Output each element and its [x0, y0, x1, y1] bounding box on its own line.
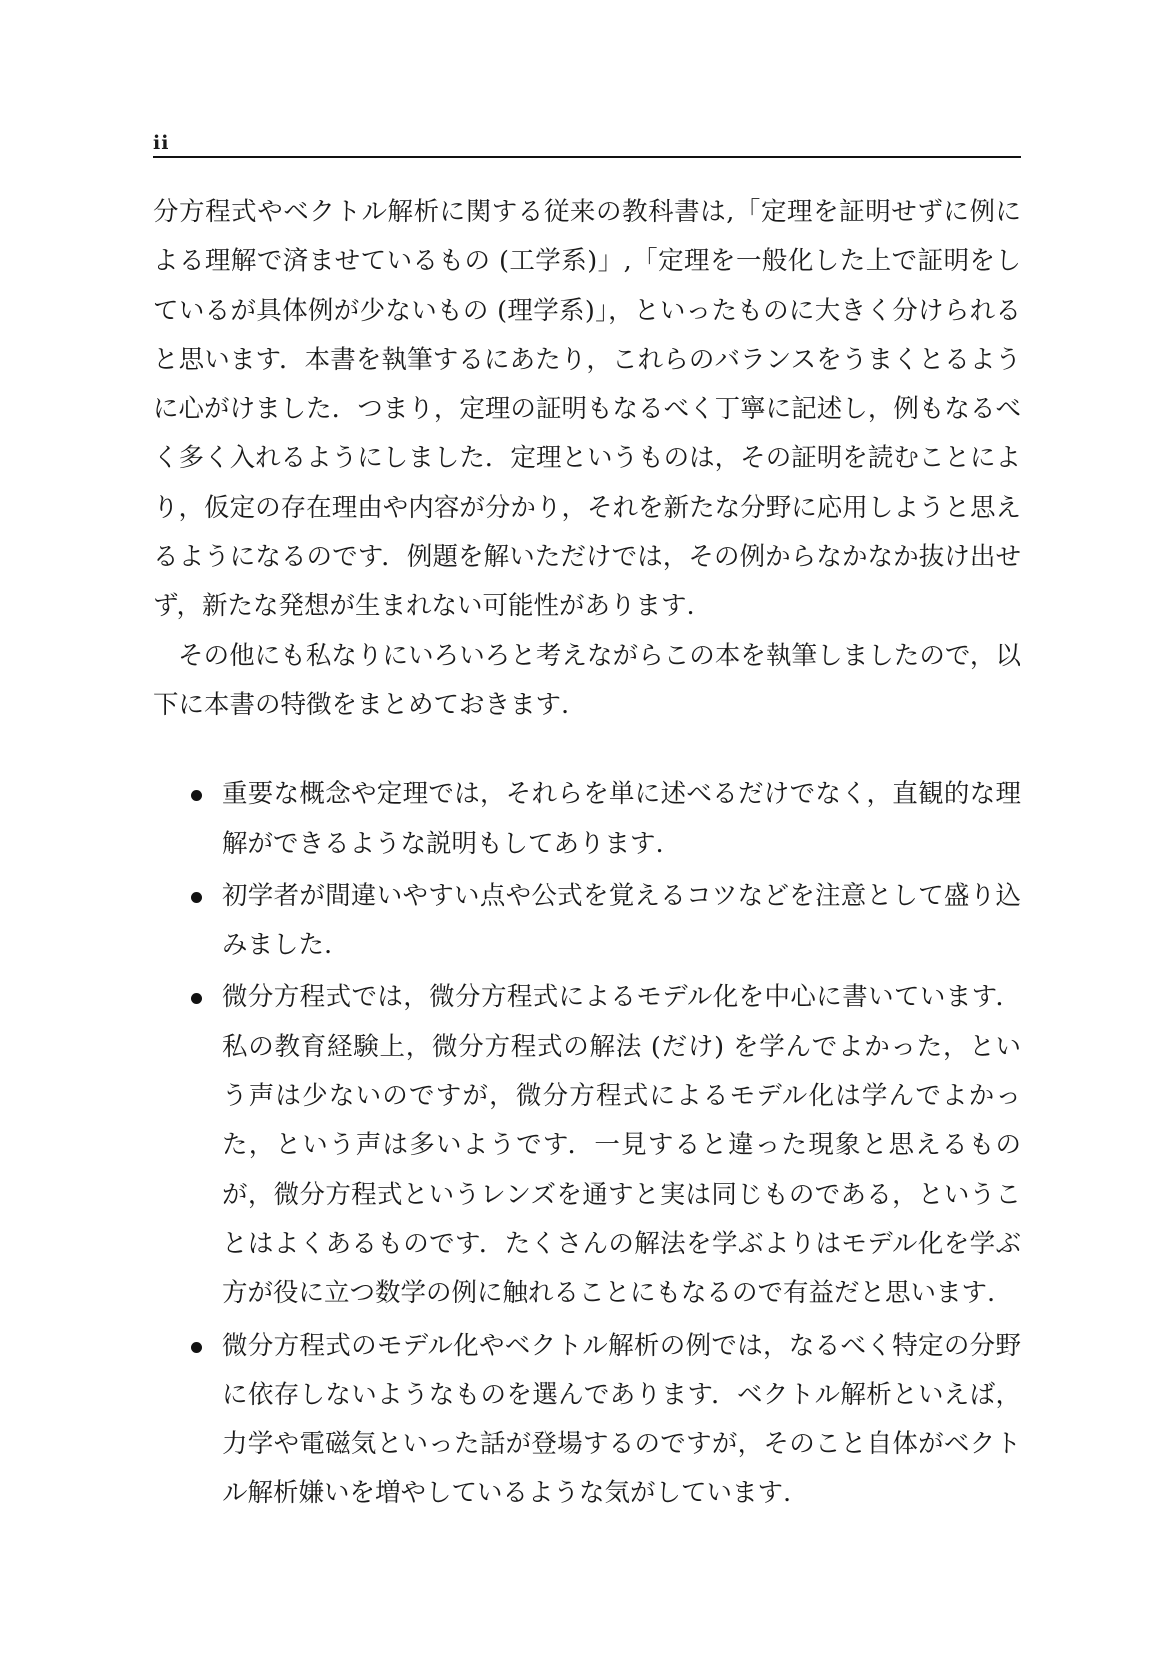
list-item-text: 微分方程式では，微分方程式によるモデル化を中心に書いています．私の教育経験上，微分方程式の解法 (だけ) を学んでよかった，という声は少ないのですが，微分方程式によるモデル化は学んでよかった，という声は多いようです．一見すると違った現象と思えるものが，微分方程式というレンズを通すと実は同じものである，ということはよくあるものです．たくさんの解法を学ぶよりはモデル化を学ぶ方が役に立つ数学の例に触れることにもなるので有益だと思います.	[222, 982, 1021, 1309]
list-item-text: 初学者が間違いやすい点や公式を覚えるコツなどを注意として盛り込みました.	[222, 880, 1021, 961]
bullet-icon	[191, 790, 202, 801]
list-item	[153, 1322, 1021, 1519]
list-item-text: 微分方程式のモデル化やベクトル解析の例では，なるべく特定の分野に依存しないようなものを選んであります．ベクトル解析といえば，力学や電磁気といった話が登場するのですが，そのこと自体がベクトル解析嫌いを増やしているような気がしています.	[222, 1330, 1021, 1509]
paragraph-features-lead: その他にも私なりにいろいろと考えながらこの本を執筆しましたので，以下に本書の特徴をまとめておきます.	[153, 640, 1021, 720]
paragraph-intro: 分方程式やベクトル解析に関する従来の教科書は,「定理を証明せずに例による理解で済ませているもの (工学系)」,「定理を一般化した上で証明をしているが具体例が少ないもの (理学系)」，といったものに大きく分けられると思います．本書を執筆するにあたり，これらのバランスをうまくとるように心がけました．つまり，定理の証明もなるべく丁寧に記述し，例もなるべく多く入れるようにしました．定理というものは，その証明を読むことにより，仮定の存在理由や内容が分かり，それを新たな分野に応用しようと思えるようになるのです．例題を解いただけでは，その例からなかなか抜け出せず，新たな発想が生まれない可能性があります.	[153, 197, 1021, 622]
page-number: ii	[153, 132, 170, 154]
running-header	[153, 128, 1021, 158]
feature-list	[153, 770, 1021, 1518]
bullet-icon	[191, 993, 202, 1004]
body-text	[153, 188, 1021, 1522]
bullet-icon	[191, 892, 202, 903]
list-item-text: 重要な概念や定理では，それらを単に述べるだけでなく，直観的な理解ができるような説明もしてあります.	[222, 779, 1021, 859]
list-item	[153, 973, 1021, 1318]
list-item	[153, 770, 1021, 869]
list-item	[153, 872, 1021, 971]
bullet-icon	[191, 1342, 202, 1353]
